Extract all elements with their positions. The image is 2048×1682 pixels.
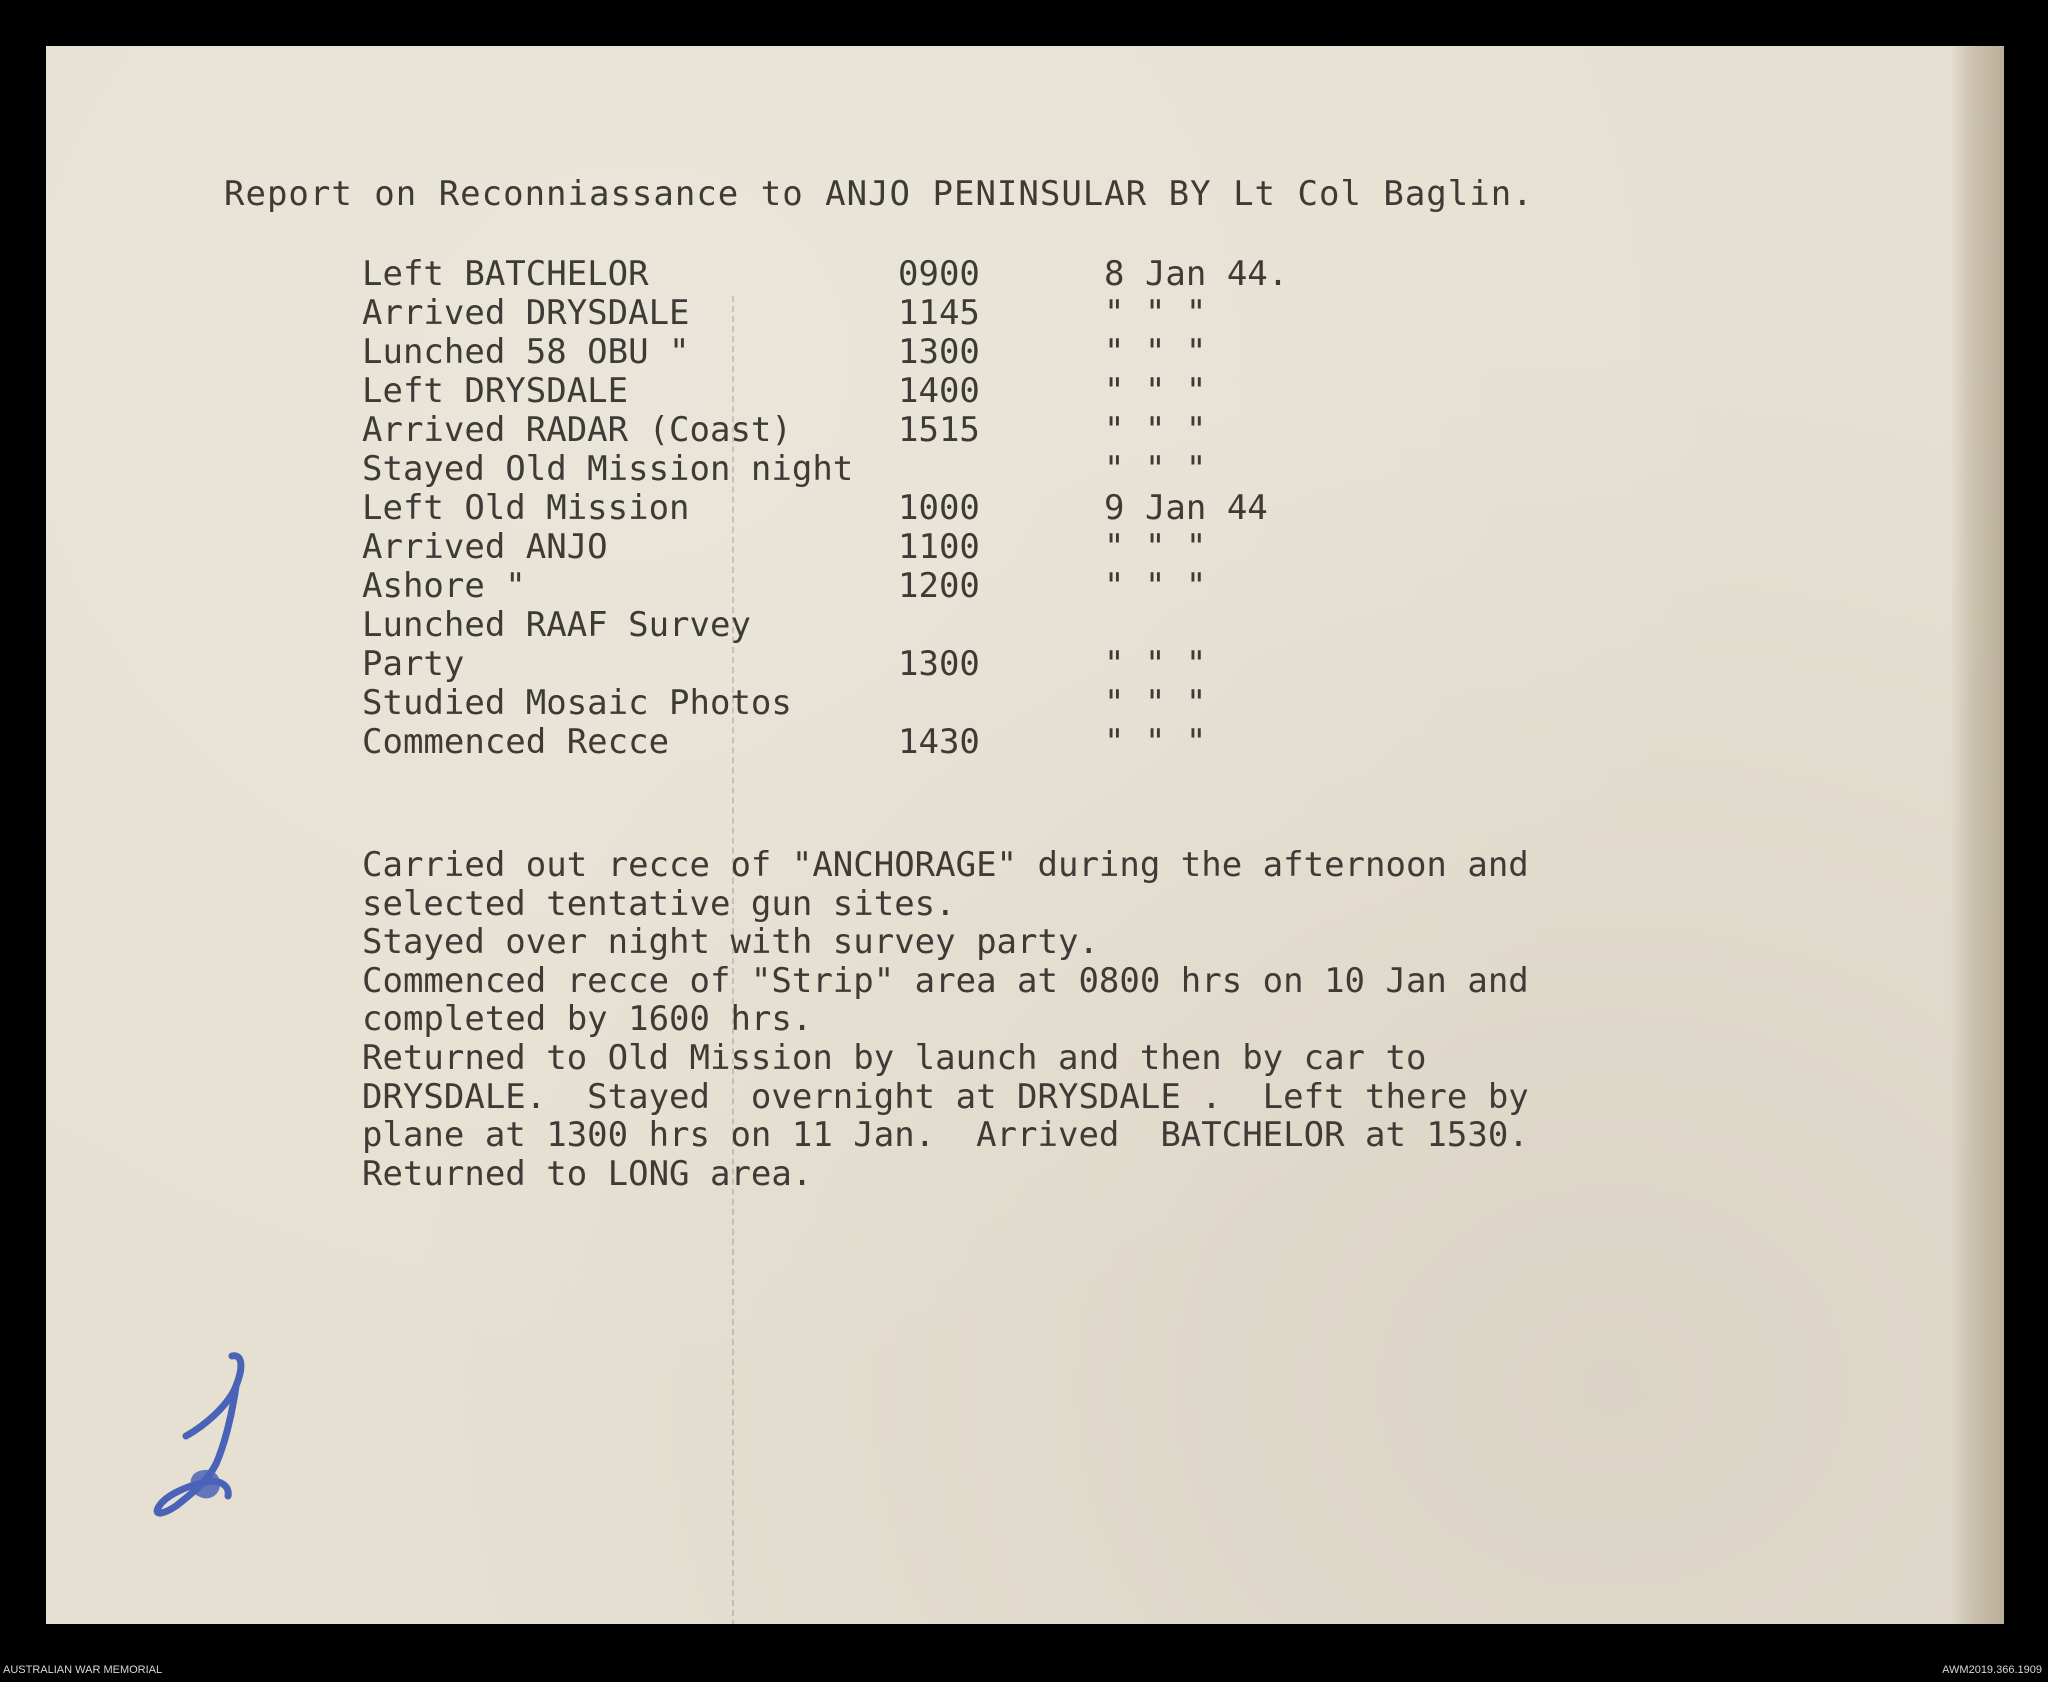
itinerary-row (362, 566, 1362, 605)
itinerary-time: 1000 (898, 488, 980, 528)
itinerary-time: 1300 (898, 644, 980, 684)
itinerary-event: Stayed Old Mission night (362, 449, 854, 489)
paper-sheet (46, 46, 2004, 1624)
footer-credit: AUSTRALIAN WAR MEMORIAL (3, 1664, 163, 1676)
narrative-line: Carried out recce of "ANCHORAGE" during the afternoon and (362, 845, 1529, 885)
itinerary-date: " " " (1104, 449, 1207, 489)
itinerary-date: " " " (1104, 332, 1207, 372)
itinerary-row (362, 527, 1362, 566)
itinerary-date: " " " (1104, 566, 1207, 606)
itinerary-date: " " " (1104, 527, 1207, 567)
narrative-line: Commenced recce of "Strip" area at 0800 hrs on 10 Jan and (362, 960, 1529, 1001)
footer-accession-number: AWM2019.366.1909 (1942, 1664, 2042, 1676)
narrative-line: Returned to Old Mission by launch and then by car to (362, 1037, 1427, 1078)
itinerary-event: Studied Mosaic Photos (362, 683, 792, 723)
itinerary-event: Arrived RADAR (Coast) (362, 410, 792, 450)
itinerary-event: Commenced Recce (362, 722, 670, 762)
itinerary-row (362, 410, 1362, 449)
itinerary-row (362, 605, 1362, 644)
paper-edge (1950, 46, 2004, 1624)
narrative-line: completed by 1600 hrs. (362, 999, 813, 1040)
itinerary-event: Party (362, 644, 465, 684)
itinerary-row (362, 332, 1362, 371)
itinerary-time: 1430 (898, 722, 980, 762)
itinerary-row (362, 488, 1362, 527)
signature-initials (124, 1346, 274, 1546)
itinerary-date: " " " (1104, 410, 1207, 450)
narrative-line: Stayed over night with survey party. (362, 922, 1099, 963)
itinerary-time: 1515 (898, 410, 980, 450)
narrative-text (362, 846, 1529, 1193)
itinerary-date: " " " (1104, 293, 1207, 333)
itinerary-date: " " " (1104, 722, 1207, 762)
itinerary-date: " " " (1104, 683, 1207, 723)
itinerary-date: 9 Jan 44 (1104, 488, 1268, 528)
narrative-line: selected tentative gun sites. (362, 883, 956, 924)
itinerary-table (362, 254, 1362, 761)
itinerary-row (362, 683, 1362, 722)
itinerary-row (362, 293, 1362, 332)
itinerary-time: 0900 (898, 254, 980, 294)
itinerary-event: Arrived DRYSDALE (362, 293, 690, 333)
narrative-line: plane at 1300 hrs on 11 Jan. Arrived BATCHELOR at 1530. (362, 1115, 1529, 1156)
itinerary-time: 1145 (898, 293, 980, 333)
itinerary-date: " " " (1104, 371, 1207, 411)
narrative-line: DRYSDALE. Stayed overnight at DRYSDALE . Left there by (362, 1076, 1529, 1117)
itinerary-time: 1300 (898, 332, 980, 372)
itinerary-time: 1400 (898, 371, 980, 411)
itinerary-event: Ashore " (362, 566, 526, 606)
itinerary-event: Left DRYSDALE (362, 371, 629, 411)
itinerary-event: Lunched RAAF Survey (362, 605, 751, 645)
itinerary-time: 1200 (898, 566, 980, 606)
itinerary-time: 1100 (898, 527, 980, 567)
itinerary-row (362, 449, 1362, 488)
itinerary-row (362, 722, 1362, 761)
report-title: Report on Reconniassance to ANJO PENINSULAR BY Lt Col Baglin. (224, 174, 1534, 214)
itinerary-date: " " " (1104, 644, 1207, 684)
itinerary-event: Left BATCHELOR (362, 254, 649, 294)
itinerary-event: Lunched 58 OBU " (362, 332, 690, 372)
itinerary-row (362, 371, 1362, 410)
itinerary-event: Left Old Mission (362, 488, 690, 528)
itinerary-row (362, 254, 1362, 293)
narrative-line: Returned to LONG area. (362, 1153, 813, 1194)
itinerary-row (362, 644, 1362, 683)
itinerary-event: Arrived ANJO (362, 527, 608, 567)
itinerary-date: 8 Jan 44. (1104, 254, 1289, 294)
